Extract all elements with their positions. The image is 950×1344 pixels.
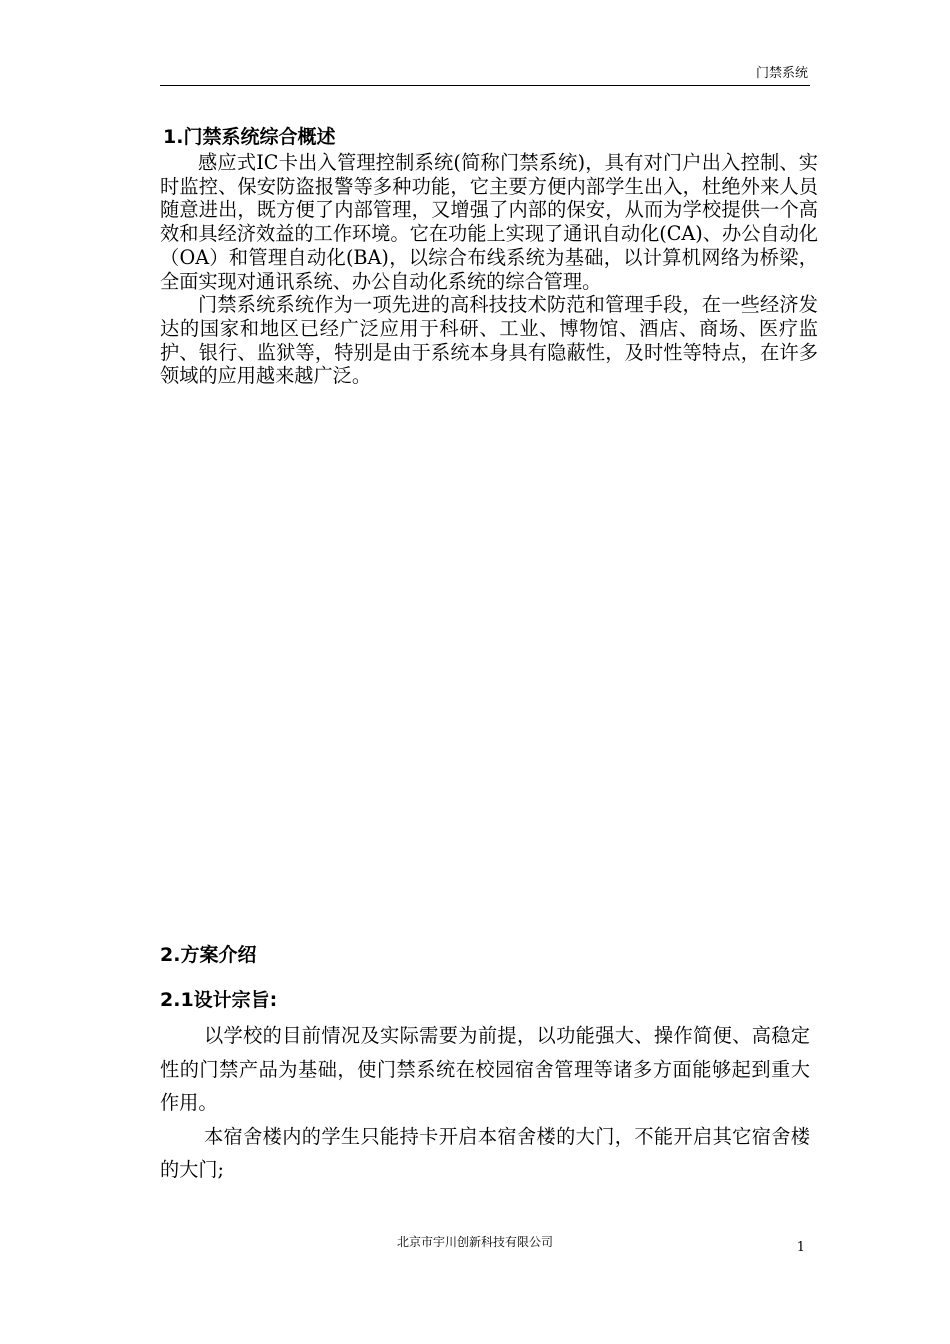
section-heading-solution: 2.方案介绍 <box>160 944 257 966</box>
overview-body <box>160 151 818 388</box>
overview-paragraph-2: 门禁系统系统作为一项先进的高科技技术防范和管理手段，在一些经济发达的国家和地区已经广泛应用于科研、工业、博物馆、酒店、商场、医疗监护、银行、监狱等，特别是由于系统本身具有隐蔽性，及时性等特点，在许多领域的应用越来越广泛。 <box>160 293 818 388</box>
solution-paragraph-1: 以学校的目前情况及实际需要为前提，以功能强大、操作简便、高稳定性的门禁产品为基础，使门禁系统在校园宿舍管理等诸多方面能够起到重大作用。 <box>160 1024 810 1114</box>
footer-company-name: 北京市宇川创新科技有限公司 <box>396 1235 553 1249</box>
overview-paragraph-1: 感应式IC卡出入管理控制系统(简称门禁系统)，具有对门户出入控制、实时监控、保安防盗报警等多种功能，它主要方便内部学生出入，杜绝外来人员随意进出，既方便了内部管理，又增强了内部的保安，从而为学校提供一个高效和具经济效益的工作环境。它在功能上实现了通讯自动化(CA)、办公自动化（OA）和管理自动化(BA)，以综合布线系统为基础，以计算机网络为桥梁，全面实现对通讯系统、办公自动化系统的综合管理。 <box>160 151 818 293</box>
header-title: 门禁系统 <box>755 66 808 81</box>
page-number: 1 <box>796 1240 805 1255</box>
solution-body <box>160 1019 810 1187</box>
subsection-heading-design-purpose: 2.1设计宗旨: <box>160 989 278 1011</box>
section-heading-overview: 1.门禁系统综合概述 <box>163 126 336 148</box>
header-divider <box>160 85 810 86</box>
solution-paragraph-2: 本宿舍楼内的学生只能持卡开启本宿舍楼的大门，不能开启其它宿舍楼的大门; <box>160 1124 810 1181</box>
